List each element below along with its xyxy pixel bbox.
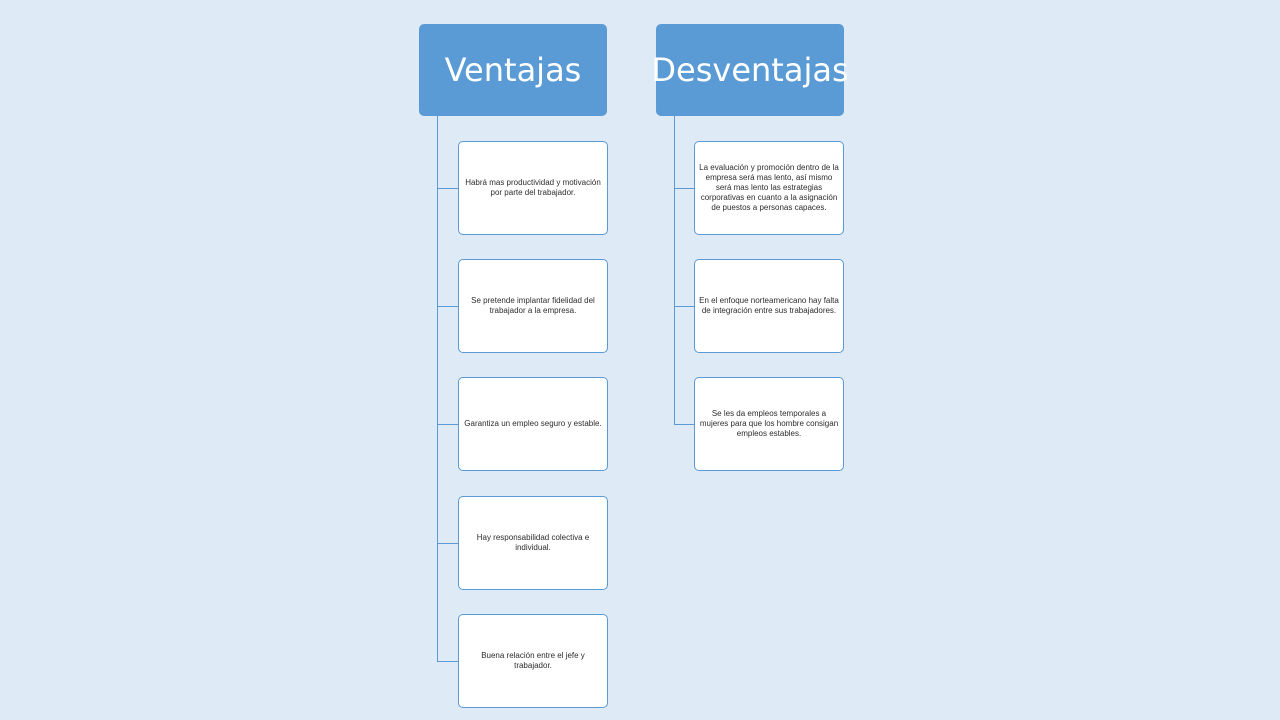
ventajas-branch-connector — [437, 306, 458, 307]
ventajas-branch-connector — [437, 543, 458, 544]
ventajas-branch-connector — [437, 188, 458, 189]
desventajas-item: La evaluación y promoción dentro de la empresa será mas lento, así mismo será mas lento las estrategias corporativas en cuanto a la asignación de puestos a personas capaces. — [694, 141, 844, 235]
ventajas-item: Hay responsabilidad colectiva e individual. — [458, 496, 608, 590]
desventajas-branch-connector — [674, 424, 694, 425]
ventajas-item: Buena relación entre el jefe y trabajador. — [458, 614, 608, 708]
ventajas-item: Garantiza un empleo seguro y estable. — [458, 377, 608, 471]
desventajas-header: Desventajas — [656, 24, 844, 116]
desventajas-branch-connector — [674, 188, 694, 189]
desventajas-branch-connector — [674, 306, 694, 307]
ventajas-header: Ventajas — [419, 24, 607, 116]
desventajas-item: En el enfoque norteamericano hay falta de integración entre sus trabajadores. — [694, 259, 844, 353]
ventajas-item: Se pretende implantar fidelidad del trabajador a la empresa. — [458, 259, 608, 353]
desventajas-trunk-connector — [674, 116, 675, 425]
ventajas-trunk-connector — [437, 116, 438, 661]
ventajas-branch-connector — [437, 424, 458, 425]
ventajas-branch-connector — [437, 661, 458, 662]
ventajas-item: Habrá mas productividad y motivación por parte del trabajador. — [458, 141, 608, 235]
desventajas-item: Se les da empleos temporales a mujeres para que los hombre consigan empleos estables. — [694, 377, 844, 471]
